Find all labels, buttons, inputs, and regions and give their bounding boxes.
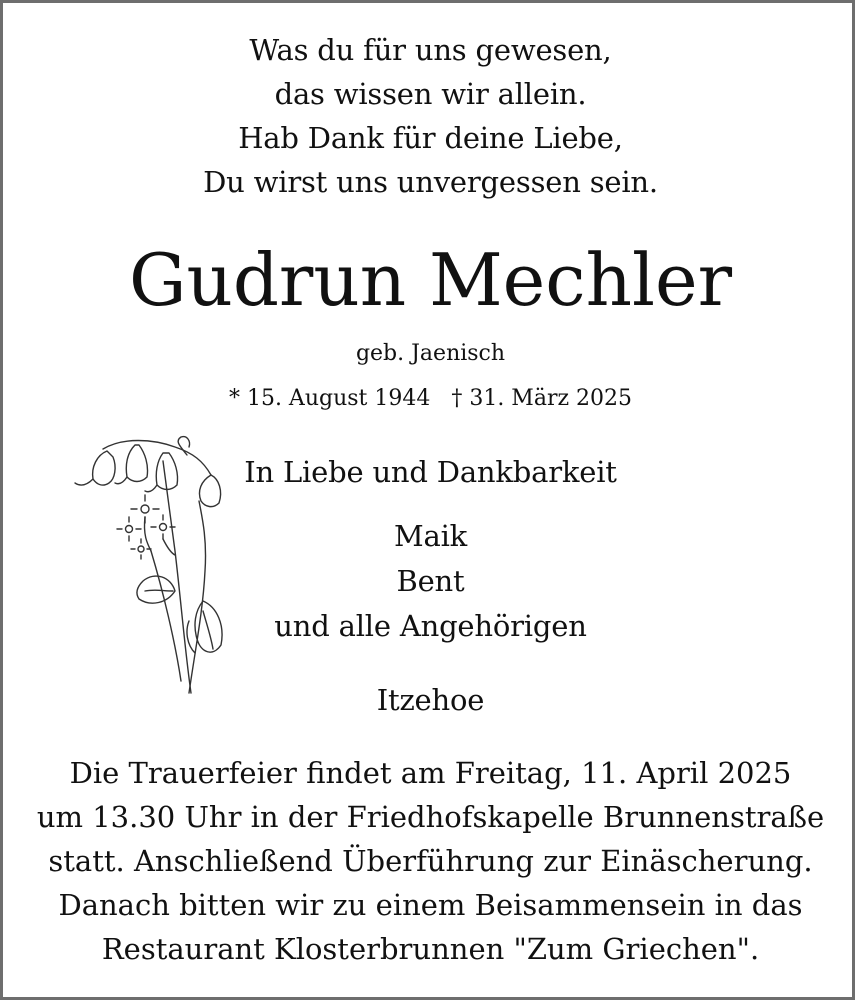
mourner-name-3: und alle Angehörigen: [274, 609, 587, 643]
poem-line-4: Du wirst uns unvergessen sein.: [203, 165, 658, 199]
mourner-name-1: Maik: [393, 519, 468, 553]
funeral-notice-line-4: Danach bitten wir zu einem Beisammensein in das: [58, 888, 803, 922]
poem-line-3: Hab Dank für deine Liebe,: [238, 121, 623, 155]
poem-line-1: Was du für uns gewesen,: [249, 33, 612, 67]
funeral-notice-line-3: statt. Anschließend Überführung zur Einäscherung.: [48, 844, 813, 878]
mourners-intro: In Liebe und Dankbarkeit: [244, 455, 617, 489]
deceased-name: Gudrun Mechler: [128, 238, 733, 322]
mourners-place: Itzehoe: [376, 683, 485, 717]
funeral-notice-line-2: um 13.30 Uhr in der Friedhofskapelle Brunnenstraße: [36, 800, 825, 834]
poem-line-2: das wissen wir allein.: [274, 77, 587, 111]
life-dates: * 15. August 1944 † 31. März 2025: [228, 386, 633, 411]
mourner-name-2: Bent: [396, 564, 465, 598]
funeral-notice-line-5: Restaurant Klosterbrunnen "Zum Griechen".: [101, 932, 760, 966]
funeral-notice-line-1: Die Trauerfeier findet am Freitag, 11. April 2025: [69, 756, 792, 790]
maiden-name: geb. Jaenisch: [355, 341, 506, 366]
